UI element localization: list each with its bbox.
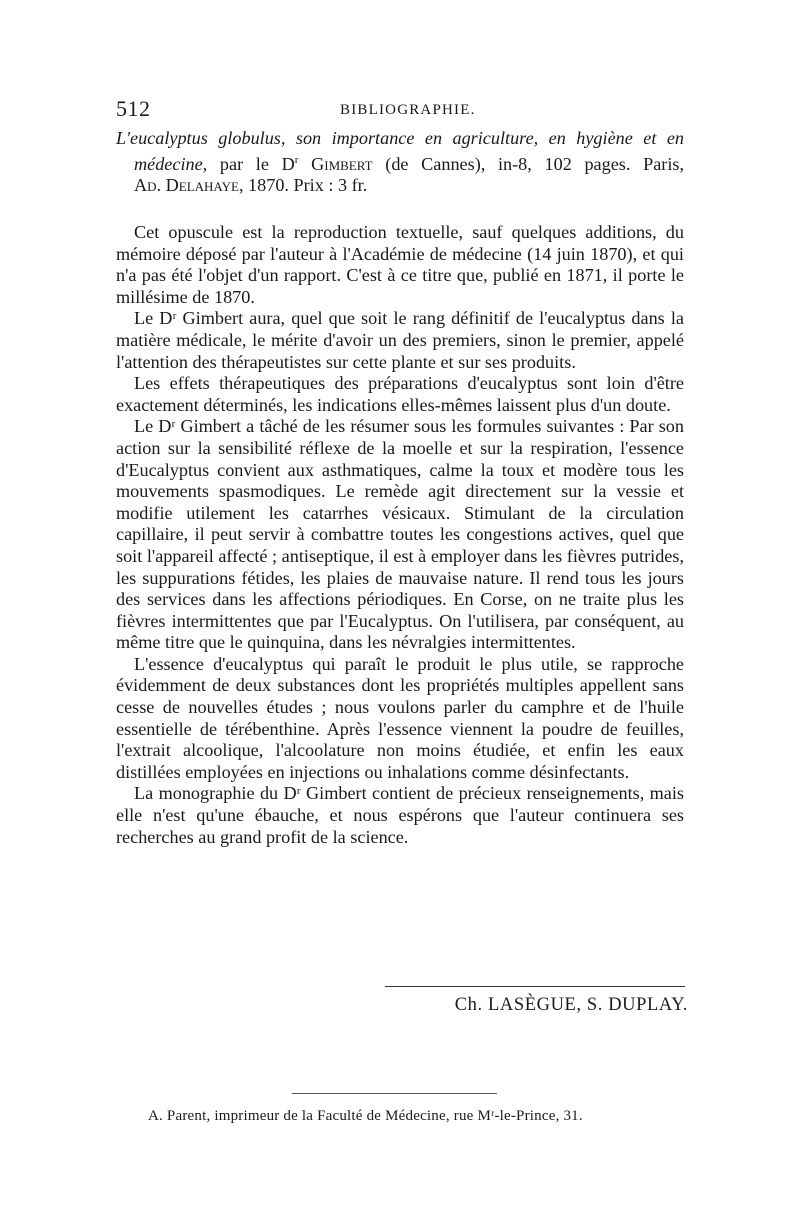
citation-details: (de Cannes), in-8, 102 pages. Paris, bbox=[372, 153, 685, 174]
citation-publisher: Ad. Delahaye bbox=[134, 175, 239, 196]
paragraph-1: Cet opuscule est la reproduction textuelle, sauf quelques additions, du mémoire déposé par l'auteur à l'Académie de médecine (14 juin 1870), et qui n'a pas été l'objet d'un rapport. C'est à ce titre que, publié en 1871, il porte le millésime de 1870. bbox=[116, 222, 684, 307]
paragraph-5: L'essence d'eucalyptus qui paraît le produit le plus utile, se rapproche évidemment de deux substances dont les propriétés multiples appellent sans cesse de nouvelles études ; nous voulons parler du camphre et de l'huile essentielle de térébenthine. Après l'essence viennent la poudre de feuilles, l'extrait alcoolique, l'alcoolature non moins étudiée, et enfin les eaux distillées employées en injections ou inhalations comme désinfectants. bbox=[116, 653, 684, 782]
signature-rule bbox=[385, 986, 685, 987]
citation-line-2 bbox=[116, 150, 684, 176]
review-body bbox=[116, 222, 684, 848]
citation-by: par le D bbox=[207, 153, 295, 174]
signature: Ch. LASÈGUE, S. DUPLAY. bbox=[454, 995, 688, 1015]
citation-title-end: médecine, bbox=[134, 153, 208, 174]
bibliographic-citation bbox=[116, 128, 684, 197]
paragraph-6: La monographie du Dʳ Gimbert contient de précieux renseignements, mais elle n'est qu'une ébauche, et nous espérons que l'auteur continuera ses recherches au grand profit de la science. bbox=[116, 783, 684, 847]
running-title: BIBLIOGRAPHIE. bbox=[340, 102, 476, 118]
printer-imprint: A. Parent, imprimeur de la Faculté de Médecine, rue Mʳ-le-Prince, 31. bbox=[148, 1108, 583, 1124]
page-number: 512 bbox=[116, 96, 151, 121]
citation-title: L'eucalyptus globulus, son importance en agriculture, en hygiène et en bbox=[116, 128, 684, 148]
page-header bbox=[116, 96, 686, 126]
paragraph-3: Les effets thérapeutiques des préparations d'eucalyptus sont loin d'être exactement déterminés, les indications elles-mêmes laissent plus d'un doute. bbox=[116, 373, 684, 415]
citation-line-3 bbox=[116, 175, 684, 197]
citation-price: , 1870. Prix : 3 fr. bbox=[238, 175, 368, 196]
citation-sup: r bbox=[294, 153, 299, 166]
citation-author: Gimbert bbox=[311, 153, 373, 174]
citation-line-1 bbox=[116, 128, 684, 150]
paragraph-4: Le Dʳ Gimbert a tâché de les résumer sous les formules suivantes : Par son action sur la sensibilité réflexe de la moelle et sur la respiration, l'essence d'Eucalyptus convient aux asthmatiques, calme la toux et modère tous les mouvements spasmodiques. Le remède agit directement sur la vessie et modifie utilement les catarrhes vésicaux. Stimulant de la circulation capillaire, il peut servir à combattre toutes les congestions actives, quel que soit l'appareil affecté ; antiseptique, il est à employer dans les fièvres putrides, les suppurations fétides, les plaies de mauvaise nature. Il rend tous les jours des services dans les affections périodiques. En Corse, on ne traite plus les fièvres intermittentes que par l'Eucalyptus. On l'utilisera, par conséquent, au même titre que le quinquina, dans les névralgies intermittentes. bbox=[116, 416, 684, 653]
paragraph-2: Le Dʳ Gimbert aura, quel que soit le rang définitif de l'eucalyptus dans la matière médicale, le mérite d'avoir un des premiers, sinon le premier, appelé l'attention des thérapeutistes sur cette plante et sur ses produits. bbox=[116, 308, 684, 372]
footer-rule bbox=[292, 1093, 497, 1094]
